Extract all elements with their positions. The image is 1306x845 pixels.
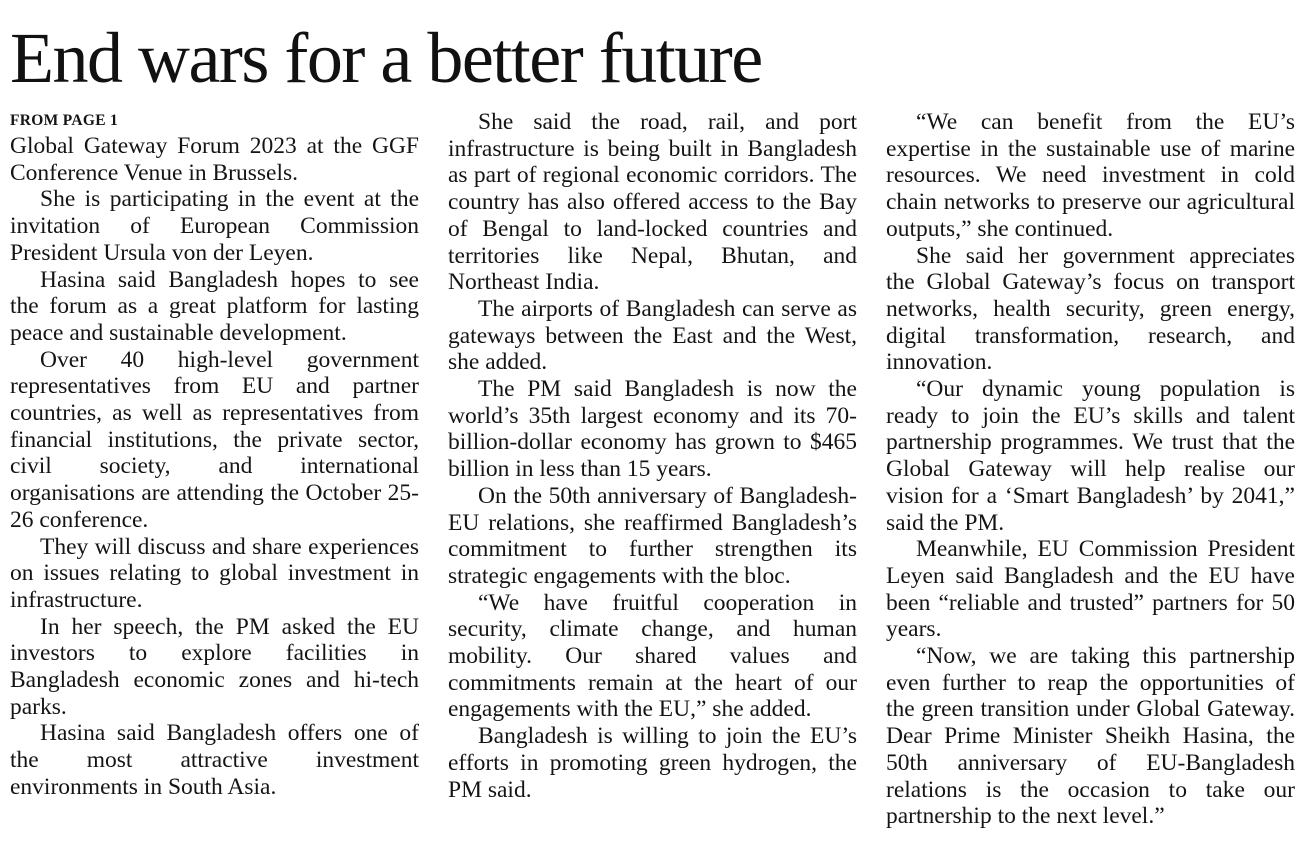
article-column-1 — [10, 109, 419, 801]
paragraph: They will discuss and share experiences on issues relating to global investment in infrastructure. — [10, 533, 419, 613]
paragraph: Meanwhile, EU Commission President Leyen said Bangladesh and the EU have been “reliable and trusted” partners for 50 years. — [886, 536, 1295, 643]
paragraph: The PM said Bangladesh is now the world’s 35th largest economy and its 70-billion-dollar economy has grown to $465 billion in less than 15 years. — [448, 376, 857, 483]
paragraph: She said the road, rail, and port infrastructure is being built in Bangladesh as part of regional economic corridors. The country has also offered access to the Bay of Bengal to land-locked countries and territories like Nepal, Bhutan, and Northeast India. — [448, 109, 857, 296]
paragraph: Bangladesh is willing to join the EU’s efforts in promoting green hydrogen, the PM said. — [448, 723, 857, 803]
paragraph: In her speech, the PM asked the EU investors to explore facilities in Bangladesh economic zones and hi-tech parks. — [10, 613, 419, 720]
paragraph: “Our dynamic young population is ready to join the EU’s skills and talent partnership programmes. We trust that the Global Gateway will help realise our vision for a ‘Smart Bangladesh’ by 2041,” said the PM. — [886, 376, 1295, 536]
paragraph: Hasina said Bangladesh offers one of the most attractive investment environments in South Asia. — [10, 720, 419, 800]
article-column-3 — [886, 109, 1295, 830]
paragraph: “We have fruitful cooperation in security, climate change, and human mobility. Our shared values and commitments remain at the heart of our engagements with the EU,” she added. — [448, 589, 857, 723]
paragraph: “We can benefit from the EU’s expertise in the sustainable use of marine resources. We need investment in cold chain networks to preserve our agricultural outputs,” she continued. — [886, 109, 1295, 242]
article-column-2 — [448, 109, 857, 803]
paragraph: Hasina said Bangladesh hopes to see the forum as a great platform for lasting peace and sustainable development. — [10, 266, 419, 346]
continuation-kicker: FROM PAGE 1 — [10, 112, 119, 129]
paragraph: Global Gateway Forum 2023 at the GGF Conference Venue in Brussels. — [10, 133, 419, 186]
paragraph: On the 50th anniversary of Bangladesh-EU relations, she reaffirmed Bangladesh’s commitment to further strengthen its strategic engagements with the bloc. — [448, 482, 857, 589]
paragraph: The airports of Bangladesh can serve as gateways between the East and the West, she added. — [448, 295, 857, 376]
paragraph: Over 40 high-level government representatives from EU and partner countries, as well as representatives from financial institutions, the private sector, civil society, and international organisations are attending the October 25-26 conference. — [10, 346, 419, 533]
article-headline: End wars for a better future — [10, 18, 762, 98]
paragraph: She is participating in the event at the invitation of European Commission President Ursula von der Leyen. — [10, 186, 419, 266]
paragraph: “Now, we are taking this partnership even further to reap the opportunities of the green transition under Global Gateway. Dear Prime Minister Sheikh Hasina, the 50th anniversary of EU-Bangladesh relations is the occasion to take our partnership to the next level.” — [886, 643, 1295, 830]
paragraph: She said her government appreciates the Global Gateway’s focus on transport networks, health security, green energy, digital transformation, research, and innovation. — [886, 242, 1295, 376]
